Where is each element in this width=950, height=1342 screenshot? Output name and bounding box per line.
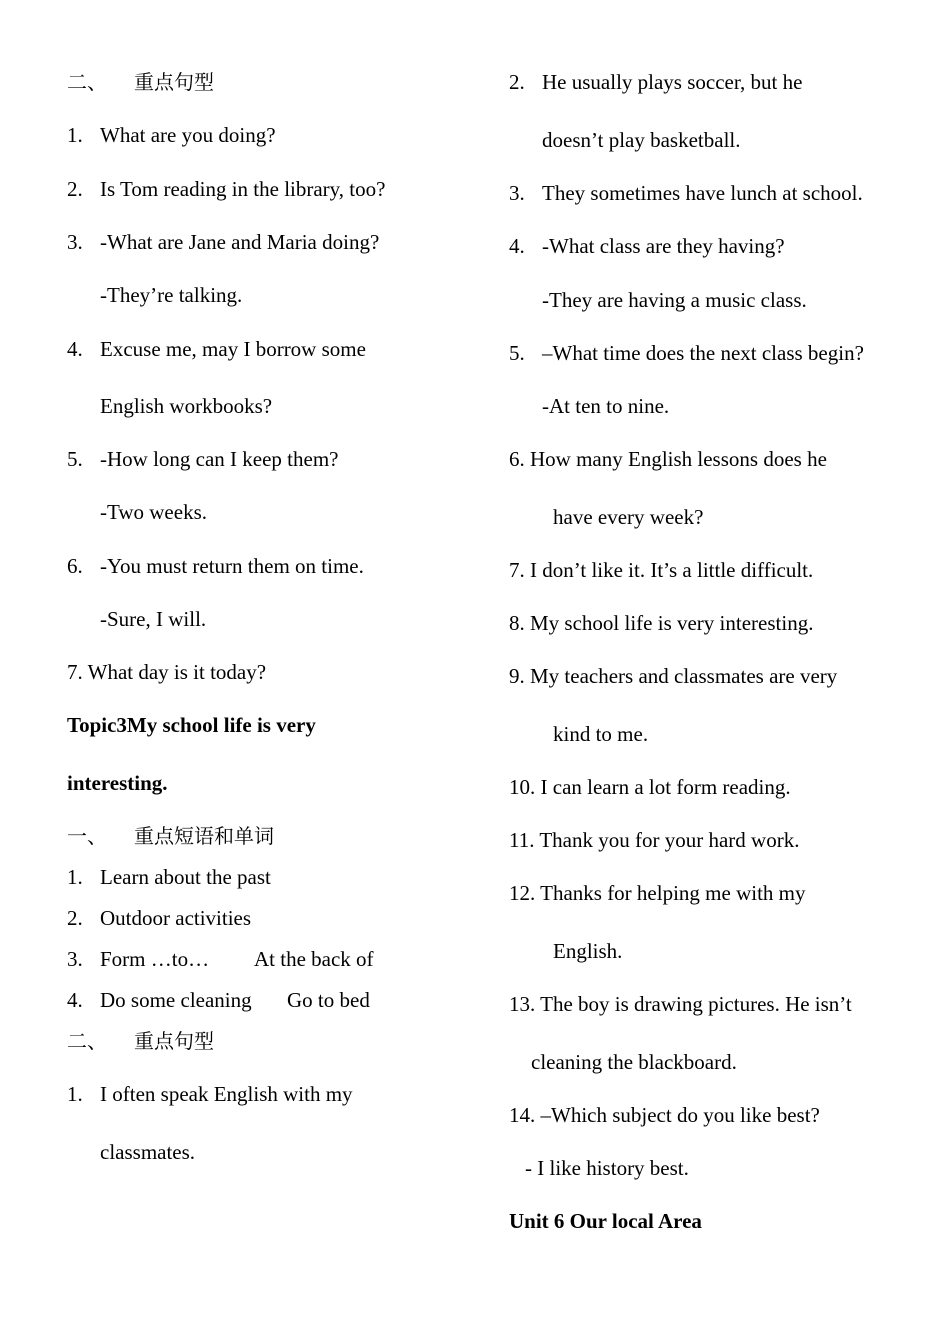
sentence: -What are Jane and Maria doing? (100, 230, 380, 254)
list-number: 1. (67, 1082, 83, 1106)
sentence: -How long can I keep them? (100, 447, 339, 471)
sentence: 9. My teachers and classmates are very (509, 664, 838, 688)
section-marker: 二、 (67, 70, 107, 94)
sentence: What are you doing? (100, 123, 276, 147)
sentence-continuation: -At ten to nine. (542, 394, 670, 418)
list-number: 4. (67, 988, 83, 1012)
phrase: Do some cleaning (100, 988, 252, 1012)
phrase: Learn about the past (100, 865, 271, 889)
list-number: 3. (67, 947, 83, 971)
sentence: 10. I can learn a lot form reading. (509, 775, 791, 799)
sentence: –What time does the next class begin? (542, 341, 864, 365)
list-number: 3. (509, 181, 525, 205)
sentence: Is Tom reading in the library, too? (100, 177, 386, 201)
phrase: Form …to… (100, 947, 210, 971)
unit-heading: Unit 6 Our local Area (509, 1209, 702, 1233)
list-number: 4. (509, 234, 525, 258)
sentence-continuation: -Two weeks. (100, 500, 207, 524)
list-number: 5. (509, 341, 525, 365)
sentence: -You must return them on time. (100, 554, 364, 578)
sentence-continuation: classmates. (100, 1140, 196, 1164)
list-number: 6. (67, 554, 83, 578)
sentence: Excuse me, may I borrow some (100, 337, 366, 361)
sentence: 7. What day is it today? (67, 660, 267, 684)
list-number: 1. (67, 865, 83, 889)
sentence-continuation: -They’re talking. (100, 283, 243, 307)
sentence-continuation: doesn’t play basketball. (542, 128, 741, 152)
sentence-continuation: English. (553, 939, 623, 963)
list-number: 2. (67, 177, 83, 201)
list-number: 1. (67, 123, 83, 147)
sentence: He usually plays soccer, but he (542, 70, 803, 94)
topic-heading: Topic3My school life is very (67, 713, 316, 737)
sentence-continuation: kind to me. (553, 722, 649, 746)
sentence: 14. –Which subject do you like best? (509, 1103, 820, 1127)
sentence: 6. How many English lessons does he (509, 447, 827, 471)
section-marker: 二、 (67, 1029, 107, 1053)
topic-heading-continuation: interesting. (67, 771, 168, 795)
sentence-continuation: - I like history best. (525, 1156, 689, 1180)
sentence-continuation: cleaning the blackboard. (531, 1050, 737, 1074)
phrase: Outdoor activities (100, 906, 252, 930)
list-number: 5. (67, 447, 83, 471)
list-number: 2. (509, 70, 525, 94)
list-number: 4. (67, 337, 83, 361)
sentence-continuation: -Sure, I will. (100, 607, 207, 631)
list-number: 2. (67, 906, 83, 930)
sentence: 8. My school life is very interesting. (509, 611, 814, 635)
sentence-continuation: -They are having a music class. (542, 288, 807, 312)
sentence: 7. I don’t like it. It’s a little difficult. (509, 558, 814, 582)
section-title: 重点句型 (134, 70, 214, 94)
sentence: They sometimes have lunch at school. (542, 181, 863, 205)
sentence-continuation: have every week? (553, 505, 704, 529)
list-number: 3. (67, 230, 83, 254)
section-marker: 一、 (67, 824, 107, 848)
sentence: 12. Thanks for helping me with my (509, 881, 806, 905)
section-title: 重点短语和单词 (134, 824, 274, 848)
section-title: 重点句型 (134, 1029, 214, 1053)
sentence: 11. Thank you for your hard work. (509, 828, 800, 852)
sentence: -What class are they having? (542, 234, 785, 258)
sentence-continuation: English workbooks? (100, 394, 273, 418)
phrase: Go to bed (287, 988, 370, 1012)
phrase: At the back of (254, 947, 374, 971)
sentence: 13. The boy is drawing pictures. He isn’t (509, 992, 852, 1016)
sentence: I often speak English with my (100, 1082, 353, 1106)
